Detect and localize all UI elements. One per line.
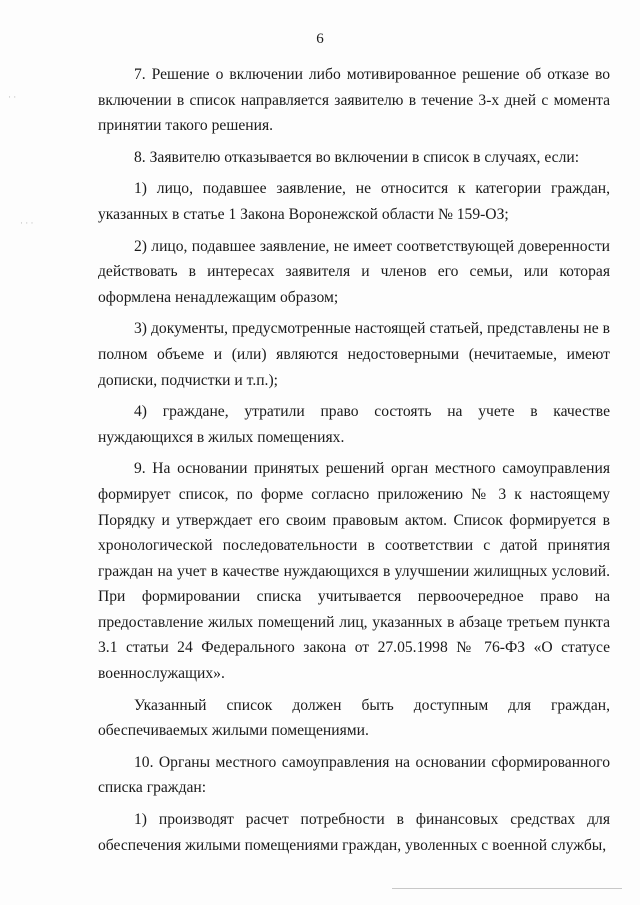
paragraph-9-note: Указанный список должен быть доступным для граждан, обеспечиваемых жилыми помещениями. <box>98 696 610 740</box>
paragraph-9: 9. На основании принятых решений орган местного самоуправления формирует список, по форме согласно приложению № 3 к настоящему Порядку и утверждает его своим правовым актом. Список формируется в хронологической последовательности в соответствии с датой принятия граждан на учет в качестве нуждающихся в улучшении жилищных условий. При формировании списка учитывается первоочередное право на предоставление жилых помещений лиц, указанных в абзаце третьем пункта 3.1 статьи 24 Федерального закона от 27.05.1998 № 76-ФЗ «О статусе военнослужащих». <box>98 460 610 683</box>
paragraph-10: 10. Органы местного самоуправления на основании сформированного списка граждан: <box>98 753 610 797</box>
paragraph-7: 7. Решение о включении либо мотивированное решение об отказе во включении в список направляется заявителю в течение 3-х дней с момента принятии такого решения. <box>98 66 610 135</box>
page-number: 6 <box>316 31 324 47</box>
scan-speck: · · <box>8 92 17 102</box>
paragraph-8-item-4: 4) граждане, утратили право состоять на учете в качестве нуждающихся в жилых помещениях. <box>98 403 610 446</box>
paragraph-8-item-1: 1) лицо, подавшее заявление, не относится к категории граждан, указанных в статье 1 Закона Воронежской области № 159-ОЗ; <box>98 180 610 223</box>
paragraph-8: 8. Заявителю отказывается во включении в список в случаях, если: <box>134 148 580 166</box>
paragraph-8-item-3: 3) документы, предусмотренные настоящей статьей, представлены не в полном объеме и (или) являются недостоверными (нечитаемые, имеют дописки, подчистки и т.п.); <box>98 320 610 389</box>
paragraph-10-item-1: 1) производят расчет потребности в финансовых средствах для обеспечения жилыми помещениями граждан, уволенных с военной службы, <box>98 811 610 854</box>
footer-rule <box>392 888 622 889</box>
scan-speck: · · · <box>20 218 34 228</box>
document-body <box>98 62 610 858</box>
paragraph-8-item-2: 2) лицо, подавшее заявление, не имеет соответствующей доверенности действовать в интересах заявителя и членов его семьи, или которая оформлена ненадлежащим образом; <box>98 237 610 306</box>
